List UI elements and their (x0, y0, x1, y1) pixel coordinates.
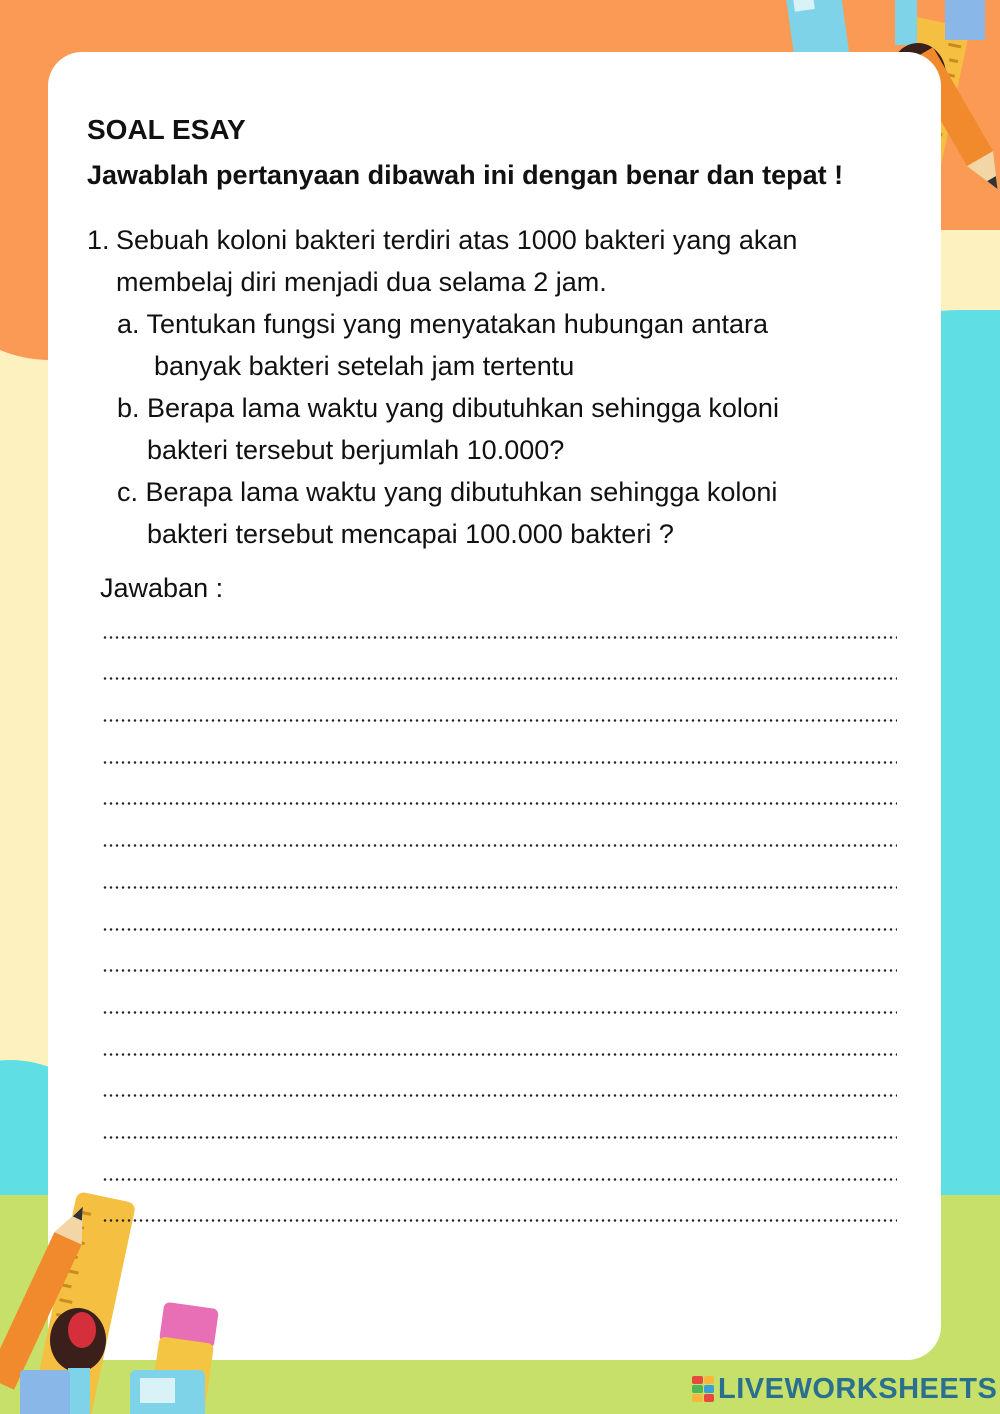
answer-line[interactable] (102, 772, 897, 814)
answer-line[interactable] (102, 1022, 897, 1064)
answer-line[interactable] (102, 605, 897, 647)
answer-line[interactable] (102, 1147, 897, 1189)
worksheet-content (87, 112, 915, 1230)
question-1 (87, 219, 915, 555)
liveworksheets-wordmark: LIVEWORKSHEETS (718, 1372, 998, 1405)
question-text-line: membelaj diri menjadi dua selama 2 jam. (116, 267, 607, 297)
sub-question-b (117, 387, 915, 471)
sub-question-c-line: c. Berapa lama waktu yang dibutuhkan sehingga koloni (117, 477, 778, 507)
question-number: 1. (87, 225, 110, 255)
worksheet-instruction: Jawablah pertanyaan dibawah ini dengan benar dan tepat ! (87, 160, 844, 190)
answer-line[interactable] (102, 647, 897, 689)
answer-line[interactable] (102, 980, 897, 1022)
sub-question-b-line: bakteri tersebut berjumlah 10.000? (147, 435, 565, 465)
answer-line[interactable] (102, 855, 897, 897)
answer-label: Jawaban : (100, 573, 224, 603)
worksheet-title: SOAL ESAY (87, 114, 246, 145)
answer-line[interactable] (102, 730, 897, 772)
sub-question-c-line: bakteri tersebut mencapai 100.000 bakteri ? (147, 519, 674, 549)
answer-line[interactable] (102, 688, 897, 730)
answer-line[interactable] (102, 897, 897, 939)
answer-area[interactable] (102, 605, 897, 1230)
answer-line[interactable] (102, 1105, 897, 1147)
sub-question-b-line: b. Berapa lama waktu yang dibutuhkan sehingga koloni (117, 393, 779, 423)
answer-line[interactable] (102, 813, 897, 855)
liveworksheets-logo-icon (692, 1376, 714, 1402)
sub-question-c (117, 471, 915, 555)
answer-line[interactable] (102, 1064, 897, 1106)
question-text-line: Sebuah koloni bakteri terdiri atas 1000 bakteri yang akan (116, 225, 798, 255)
answer-line[interactable] (102, 939, 897, 981)
answer-line[interactable] (102, 1189, 897, 1231)
liveworksheets-branding (692, 1372, 997, 1406)
sub-question-a-line: banyak bakteri setelah jam tertentu (154, 351, 575, 381)
sub-question-a (117, 303, 915, 387)
sub-question-a-line: a. Tentukan fungsi yang menyatakan hubungan antara (117, 309, 768, 339)
